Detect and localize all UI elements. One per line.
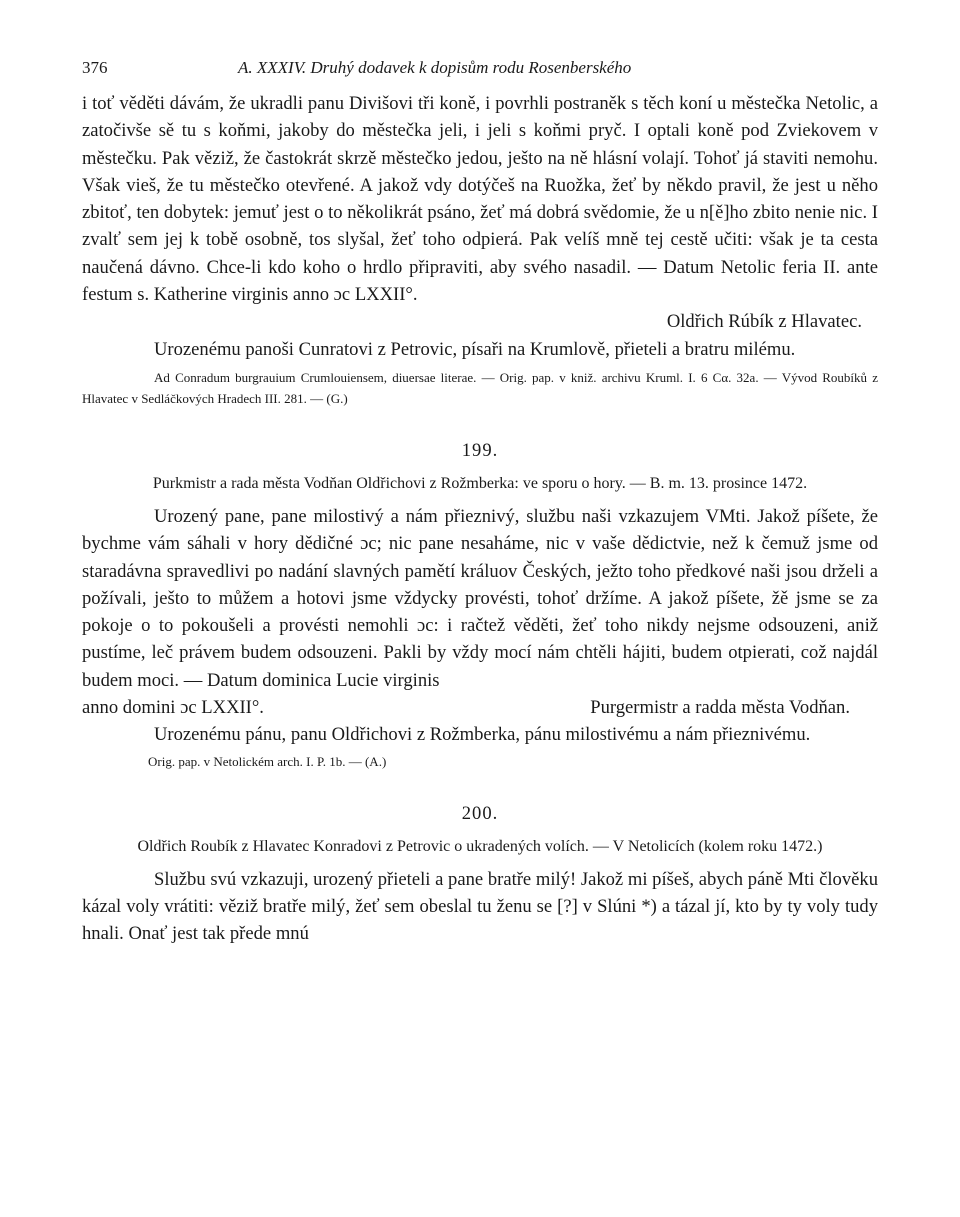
letter-199-address: Urozenému pánu, panu Oldřichovi z Rožmberka, pánu milostivému a nám přieznivému. bbox=[154, 724, 811, 746]
page bbox=[82, 58, 878, 948]
letter-199-date: anno domini ɔc LXXII°. bbox=[82, 697, 264, 719]
letter-199-source-note: Orig. pap. v Netolickém arch. I. P. 1b. — (A.) bbox=[148, 753, 387, 769]
page-number: 376 bbox=[82, 58, 108, 77]
letter-198-continuation bbox=[82, 90, 878, 409]
letter-199-heading: Purkmistr a rada města Vodňan Oldřichovi z Rožmberka: ve sporu o hory. — B. m. 13. prosince 1472. bbox=[152, 474, 808, 492]
running-title: A. XXXIV. Druhý dodavek k dopisům rodu Rosenberského bbox=[238, 58, 632, 77]
letter-198-source-note: Ad Conradum burgrauium Crumlouiensem, diuersae literae. — Orig. pap. v kniž. archivu Kruml. I. 6 Cα. 32a. — Vývod Roubíků z Hlavatec v Sedláčkových Hradech III. 281. — (G.) bbox=[82, 369, 878, 406]
letter-200-body: Službu svú vzkazuji, urozený přieteli a pane bratře milý! Jakož mi píšeš, abych páně Mti člověku kázal voly vrátiti: věziž bratře milý, žeť sem obeslal tu ženu se [?] v Slúni *) a tázal jí, kto by ty voly tudy hnali. Onať jest tak přede mnú bbox=[82, 868, 878, 945]
letter-198-body: i toť věděti dávám, že ukradli panu Divišovi tři koně, i povrhli postraněk s těch koní u městečka Netolic, a zatočivše sě tu s koňmi, jakoby do městečka jeli, i jeli s koňmi pryč. I optali koně pod Zviekovem v městečku. Pak věziž, že častokrát skrzě městečko jedou, ješto na ně hlásní volají. Tohoť já staviti nemohu. Však vieš, že tu městečko otevřené. A jakož vdy dotýčeš na Ruožka, žeť by někdo pravil, že jest u něho zbitoť, ten dobytek: jemuť jest o to několikrát psáno, žeť má dobrá svědomie, že u n[ě]ho zbito nenie nic. I zvalť sem jej k tobě osobně, tos slyšal, žeť toho odpierá. Pak velíš mně tej cestě učiti: však je ta cesta naučená dávno. Chce-li kdo koho o hrdlo připraviti, aby svého nasadil. — Datum Netolic feria II. ante festum s. Katherine virginis anno ɔc LXXII°. bbox=[82, 93, 878, 306]
letter-198-signature: Oldřich Rúbík z Hlavatec. bbox=[666, 311, 862, 333]
letter-199-body: Urozený pane, pane milostivý a nám přieznivý, službu naši vzkazujem VMti. Jakož píšete, že bychme vám sáhali v hory dědičné ɔc; nic pane nesaháme, nic v vaše dědictvie, než k čemuž jsme od staradávna spravedlivi po nadání slavných pamětí králuov Českých, ježto toho předkové naši jsou drželi a požívali, ješto to můžem a hotovi jsme vždycky provésti, tohoť držíme. A jakož píšete, žě jsme se za pokoje o to pokoušeli a provésti nemohli ɔc: i račtež věděti, žeť toho nikdy nejsme odsouzeni, aniž pustíme, leč právem budem odsouzeni. Pakli by vždy mocí nám chtěli hájiti, budem otpierati, což najdál budem moci. — Datum dominica Lucie virginis bbox=[82, 505, 878, 691]
letter-198-address: Urozenému panoši Cunratovi z Petrovic, písaři na Krumlově, přieteli a bratru milému. bbox=[154, 338, 796, 360]
page-header bbox=[82, 58, 878, 90]
letter-199-signature: Purgermistr a radda města Vodňan. bbox=[590, 697, 850, 719]
letter-199-number: 199. bbox=[461, 439, 499, 461]
letter-199-closing bbox=[82, 694, 878, 721]
letter-200-number: 200. bbox=[461, 802, 499, 824]
letter-200-heading: Oldřich Roubík z Hlavatec Konradovi z Petrovic o ukradených volích. — V Netolicích (kolem roku 1472.) bbox=[137, 837, 823, 855]
letter-199 bbox=[82, 439, 878, 772]
letter-200 bbox=[82, 802, 878, 948]
